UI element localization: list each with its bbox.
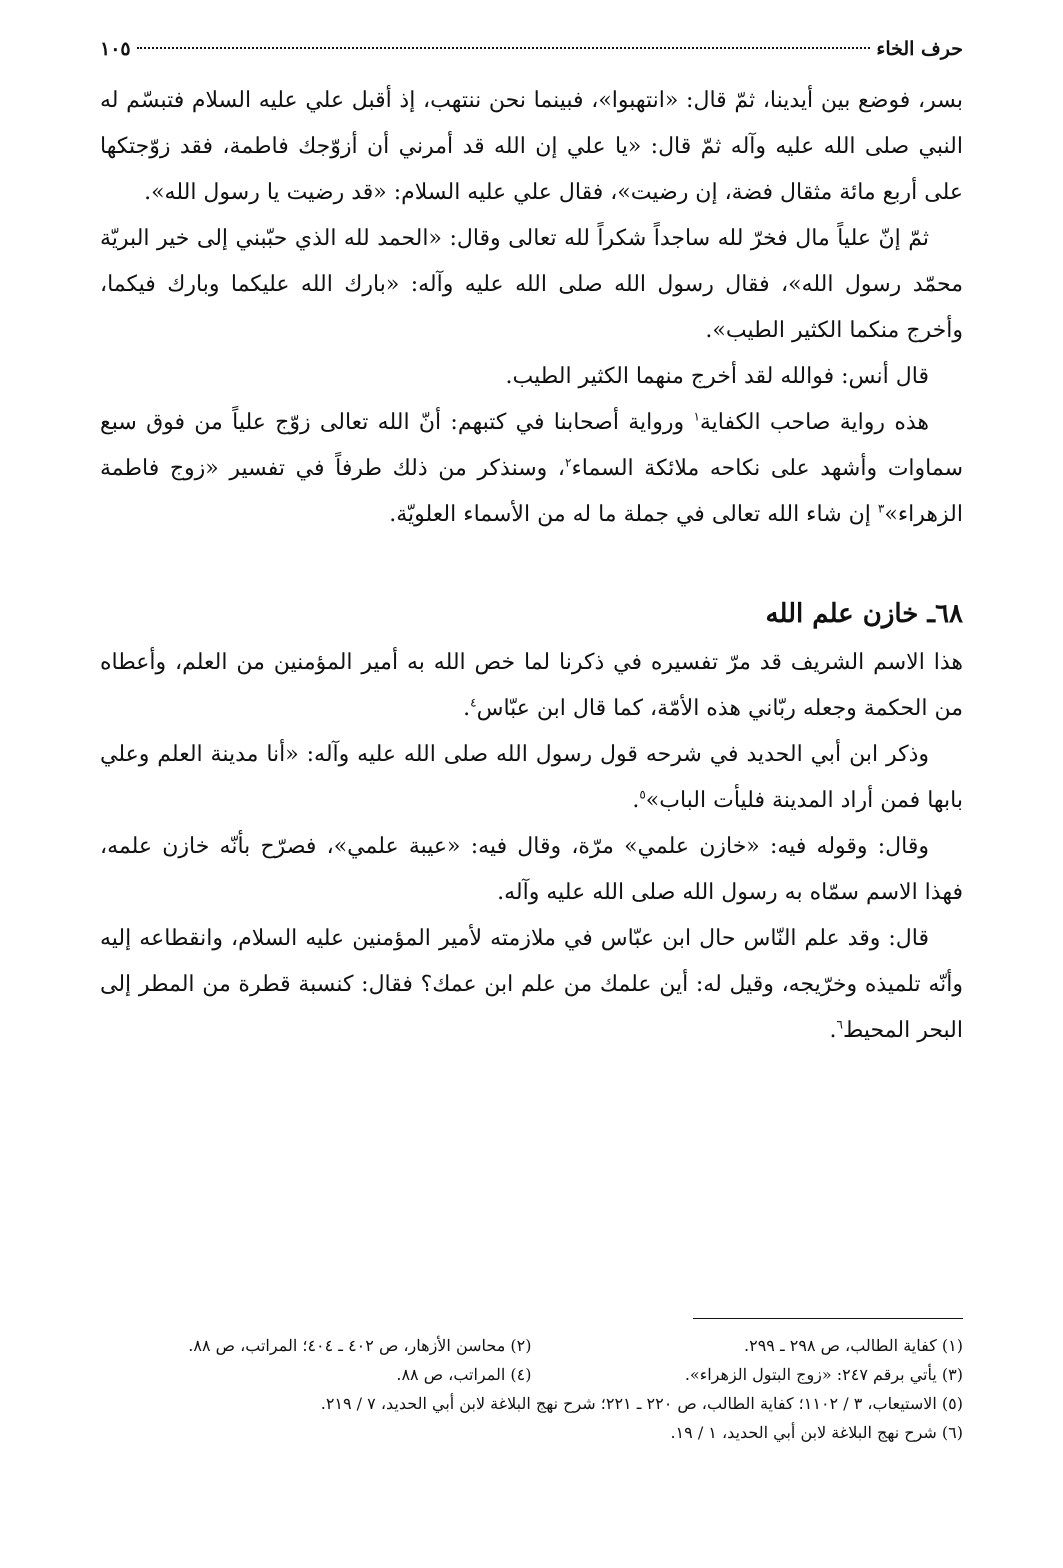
p8-text-b: . (829, 1018, 837, 1043)
paragraph-5 (100, 640, 963, 732)
p5-text-b: . (463, 696, 471, 721)
footnote-4: (٤) المراتب، ص ٨٨. (396, 1365, 532, 1384)
page-number: ١٠٥ (100, 38, 131, 60)
paragraph-3: قال أنس: فوالله لقد أخرج منهما الكثير الطيب. (505, 364, 929, 389)
main-text (100, 78, 963, 1054)
paragraph-8 (100, 916, 963, 1054)
footnote-5: (٥) الاستيعاب، ٣ / ١١٠٢؛ كفاية الطالب، ص ٢٢٠ ـ ٢٢١؛ شرح نهج البلاغة لابن أبي الحديد، ٧ / ٢١٩. (320, 1394, 963, 1413)
p4-text-b: ورواية أصحابنا في كتبهم: أنّ الله تعالى زوّج علياً من فوق سبع سماوات وأشهد على نكاحه ملائكة السماء (100, 410, 963, 481)
p4-text-d: إن شاء الله تعالى في جملة ما له من الأسماء العلويّة. (389, 502, 878, 527)
paragraph-4 (100, 400, 963, 538)
section-heading: ٦٨ـ خازن علم الله (765, 599, 963, 629)
footnote-ref-4: ٤ (470, 695, 477, 710)
p6-text-b: . (632, 788, 640, 813)
footnote-ref-3: ٣ (877, 501, 885, 516)
footnote-2: (٢) محاسن الأزهار، ص ٤٠٢ ـ ٤٠٤؛ المراتب، ص ٨٨. (188, 1336, 532, 1355)
running-head (100, 38, 963, 78)
footnote-ref-2: ٢ (565, 455, 572, 470)
footnote-ref-5: ٥ (639, 787, 646, 802)
footnotes (100, 1318, 963, 1447)
section-title: حرف الخاء (876, 38, 963, 60)
paragraph-7: وقال: وقوله فيه: «خازن علمي» مرّة، وقال فيه: «عيبة علمي»، فصرّح بأنّه خازن علمه، فهذا الاسم سمّاه به رسول الله صلى الله عليه وآله. (100, 834, 963, 905)
p4-text-a: هذه رواية صاحب الكفاية (699, 410, 930, 435)
p6-text-a: وذكر ابن أبي الحديد في شرحه قول رسول الله صلى الله عليه وآله: «أنا مدينة العلم وعلي بابها فمن أراد المدينة فليأت الباب» (100, 742, 963, 813)
paragraph-1: بسر، فوضع بين أيدينا، ثمّ قال: «انتهبوا»، فبينما نحن ننتهب، إذ أقبل علي عليه السلام فتبسّم له النبي صلى الله عليه وآله ثمّ قال: «يا علي إن الله قد أمرني أن أزوّجك فاطمة، فقد زوّجتكها على أربع مائة مثقال فضة، إن رضيت»، فقال علي عليه السلام: «قد رضيت يا رسول الله». (100, 88, 963, 205)
p5-text-a: هذا الاسم الشريف قد مرّ تفسيره في ذكرنا لما خص الله به أمير المؤمنين من العلم، وأعطاه من الحكمة وجعله ربّاني هذه الأمّة، كما قال ابن عبّاس (100, 650, 963, 721)
footnote-row-2 (100, 1360, 963, 1389)
footnote-6: (٦) شرح نهج البلاغة لابن أبي الحديد، ١ / ١٩. (670, 1423, 963, 1442)
footnote-rule (693, 1318, 963, 1319)
paragraph-6 (100, 732, 963, 824)
paragraph-2: ثمّ إنّ علياً مال فخرّ لله ساجداً شكراً لله تعالى وقال: «الحمد لله الذي حبّبني إلى خير البريّة محمّد رسول الله»، فقال رسول الله صلى الله عليه وآله: «بارك الله عليكما وبارك فيكما، وأخرج منكما الكثير الطيب». (100, 226, 963, 343)
footnote-row-1 (100, 1331, 963, 1360)
footnote-1: (١) كفاية الطالب، ص ٢٩٨ ـ ٢٩٩. (744, 1336, 963, 1355)
p4-text-c: ، وسنذكر من ذلك طرفاً في تفسير «زوج فاطمة الزهراء» (100, 456, 963, 527)
section-gap (100, 538, 963, 588)
footnote-3: (٣) يأتي برقم ٢٤٧: «زوج البتول الزهراء». (684, 1365, 963, 1384)
footnote-ref-1: ١ (693, 409, 700, 424)
footnote-ref-6: ٦ (836, 1017, 843, 1032)
leader-dots (137, 47, 871, 49)
p8-text-a: قال: وقد علم النّاس حال ابن عبّاس في ملازمته لأمير المؤمنين عليه السلام، وانقطاعه إليه وأنّه تلميذه وخرّيجه، وقيل له: أين علمك من علم ابن عمك؟ فقال: كنسبة قطرة من المطر إلى البحر المحيط (100, 926, 963, 1043)
